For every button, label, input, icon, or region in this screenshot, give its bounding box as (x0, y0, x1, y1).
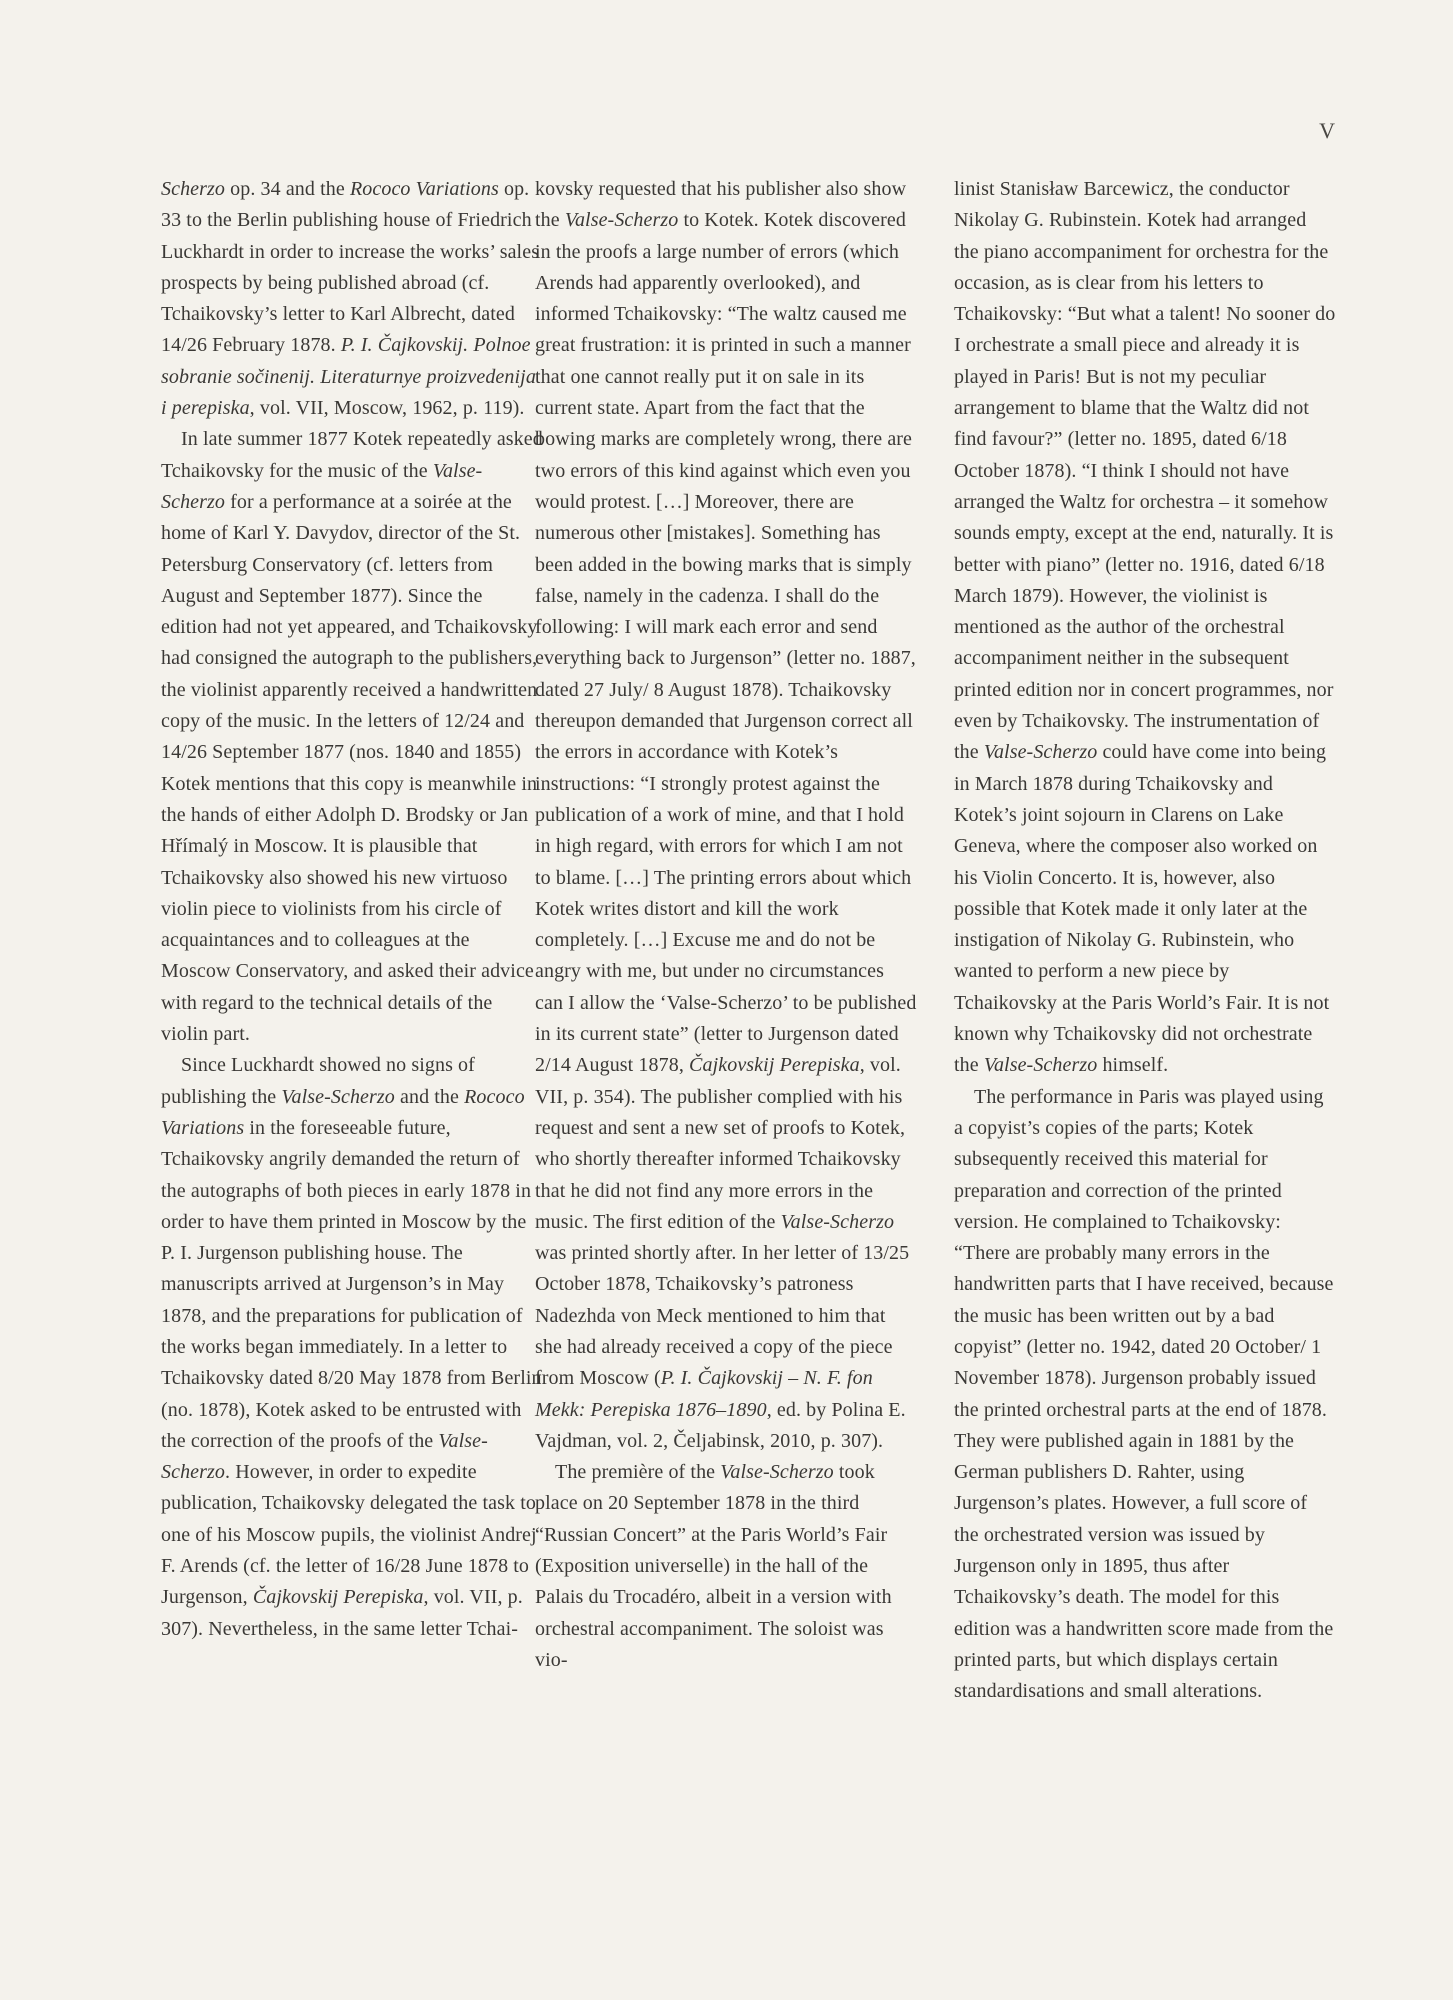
text-column-1 (161, 174, 543, 1645)
text-span: The première of the (555, 1461, 721, 1484)
italic-span: P. I. Čajkovskij – N. F. fon Mekk: Perepiska 1876–1890 (535, 1367, 873, 1421)
paragraph (954, 174, 1336, 1082)
text-span: in the foreseeable future, Tchaikovsky angrily demanded the return of the autographs of both pieces in early 1878 in order to have them printed in Moscow by the P. I. Jurgenson publishing house. The manuscripts arrived at Jurgenson’s in May 1878, and the preparations for publication of the works began immediately. In a letter to Tchaikovsky dated 8/20 May 1878 from Berlin (no. 1878), Kotek asked to be entrusted with the correction of the proofs of the (161, 1116, 542, 1452)
text-span: could have come into being in March 1878 during Tchaikovsky and Kotek’s joint sojourn in Clarens on Lake Geneva, where the composer also worked on his Violin Concerto. It is, however, also possible that Kotek made it only later at the instigation of Nikolay G. Rubinstein, who wanted to perform a new piece by Tchaikovsky at the Paris World’s Fair. It is not known why Tchaikovsky did not orchestrate the (954, 741, 1330, 1077)
text-span: took place on 20 September 1878 in the third “Russian Concert” at the Paris World’s Fair (Exposition universelle) in the hall of the Palais du Trocadéro, albeit in a version with orchestral accompaniment. The soloist was vio- (535, 1461, 892, 1671)
paragraph (535, 1457, 917, 1676)
italic-span: Valse-Scherzo (161, 1429, 488, 1484)
italic-span: Valse-Scherzo (983, 1054, 1098, 1077)
text-span: , vol. VII, p. 354). The publisher complied with his request and sent a new set of proofs to Kotek, who shortly thereafter informed Tchaikovsky that he did not find any more errors in the music. The first edition of the (535, 1054, 906, 1233)
text-span: kovsky requested that his publisher also show the (535, 178, 907, 232)
italic-span: Scherzo (161, 178, 226, 200)
italic-span: Čajkovskij Perepiska (689, 1054, 860, 1077)
paragraph (161, 1050, 543, 1645)
text-span: , vol. VII, Moscow, 1962, p. 119). (249, 397, 525, 420)
italic-span: Valse-Scherzo (161, 459, 483, 513)
italic-span: Čajkovskij Perepiska (252, 1586, 424, 1609)
italic-span: Valse-Scherzo (720, 1461, 834, 1484)
italic-span: Rococo Variations (161, 1085, 525, 1139)
text-span: , vol. VII, p. 307). Nevertheless, in the same letter Tchai- (161, 1586, 523, 1640)
italic-span: Valse-Scherzo (281, 1085, 395, 1108)
text-span: and the (394, 1085, 465, 1108)
text-span: The performance in Paris was played using a copyist’s copies of the parts; Kotek subsequently received this material for preparation and correction of the printed version. He complained to Tchaikovsky: “There are probably many errors in the handwritten parts that I have received, because the music has been written out by a bad copyist” (letter no. 1942, dated 20 October/ 1 November 1878). Jurgenson probably issued the printed orchestral parts at the end of 1878. They were published again in 1881 by the German publishers D. Rahter, using Jurgenson’s plates. However, a full score of the orchestrated version was issued by Jurgenson only in 1895, thus after Tchaikovsky’s death. The model for this edition was a handwritten score made from the printed parts, but which displays certain standardisations and small alterations. (954, 1085, 1334, 1703)
paragraph (161, 174, 543, 424)
italic-span: Valse-Scherzo (780, 1210, 895, 1233)
text-span: . However, in order to expedite publication, Tchaikovsky delegated the task to one of his Moscow pupils, the violinist Andrej F. Arends (cf. the letter of 16/28 June 1878 to Jurgenson, (161, 1461, 537, 1609)
text-span: , ed. by Polina E. Vajdman, vol. 2, Čeljabinsk, 2010, p. 307). (535, 1398, 906, 1452)
page-number: V (1319, 118, 1335, 143)
text-column-3 (954, 174, 1336, 1708)
italic-span: Rococo Variations (349, 178, 499, 200)
paragraph (954, 1082, 1336, 1708)
italic-span: Valse-Scherzo (983, 741, 1098, 764)
text-span: to Kotek. Kotek discovered in the proofs a large number of errors (which Arends had apparently overlooked), and informed Tchaikovsky: “The waltz caused me great frustration: it is printed in such a manner that one cannot really put it on sale in its current state. Apart from the fact that the bowing marks are completely wrong, there are two errors of this kind against which even you would protest. […] Moreover, there are numerous other [mistakes]. Something has been added in the bowing marks that is simply false, namely in the cadenza. I shall do the following: I will mark each error and send everything back to Jurgenson” (letter no. 1887, dated 27 July/ 8 August 1878). Tchaikovsky thereupon demanded that Jurgenson correct all the errors in accordance with Kotek’s instructions: “I strongly protest against the publication of a work of mine, and that I hold in high regard, with errors for which I am not to blame. […] The printing errors about which Kotek writes distort and kill the work completely. […] Excuse me and do not be angry with me, but under no circumstances can I allow the ‘Valse-Scherzo’ to be published in its current state” (letter to Jurgenson dated 2/14 August 1878, (535, 209, 917, 1077)
text-span: In late summer 1877 Kotek repeatedly asked Tchaikovsky for the music of the (161, 428, 543, 482)
text-span: for a performance at a soirée at the home of Karl Y. Davydov, director of the St. Petersburg Conservatory (cf. letters from August and September 1877). Since the edition had not yet appeared, and Tchaikovsky had consigned the autograph to the publishers, the violinist apparently received a handwritten copy of the music. In the letters of 12/24 and 14/26 September 1877 (nos. 1840 and 1855) Kotek mentions that this copy is meanwhile in the hands of either Adolph D. Brodsky or Jan Hřímalý in Moscow. It is plausible that Tchaikovsky also showed his new virtuoso violin piece to violinists from his circle of acquaintances and to colleagues at the Moscow Conservatory, and asked their advice with regard to the technical details of the violin part. (161, 490, 538, 1046)
paragraph (161, 424, 543, 1050)
text-span: op. 33 to the Berlin publishing house of Friedrich Luckhardt in order to increase the works’ sales prospects by being published abroad (cf. Tchaikovsky’s letter to Karl Albrecht, dated 14/26 February 1878. (161, 178, 540, 357)
paragraph (535, 174, 917, 1457)
text-column-2 (535, 174, 917, 1676)
italic-span: Valse-Scherzo (564, 209, 679, 232)
text-span: was printed shortly after. In her letter of 13/25 October 1878, Tchaikovsky’s patroness Nadezhda von Meck mentioned to him that she had already received a copy of the piece from Moscow ( (535, 1242, 910, 1390)
italic-span: P. I. Čajkovskij. Polnoe sobranie sočinenij. Literaturnye proizvedenija i perepiska (161, 334, 536, 420)
text-span: op. 34 and the (225, 178, 350, 200)
text-span: himself. (1097, 1054, 1169, 1077)
text-span: Since Luckhardt showed no signs of publishing the (161, 1054, 475, 1108)
text-span: linist Stanisław Barcewicz, the conductor Nikolay G. Rubinstein. Kotek had arranged the piano accompaniment for orchestra for the occasion, as is clear from his letters to Tchaikovsky: “But what a talent! No sooner do I orchestrate a small piece and already it is played in Paris! But is not my peculiar arrangement to blame that the Waltz did not find favour?” (letter no. 1895, dated 6/18 October 1878). “I think I should not have arranged the Waltz for orchestra – it somehow sounds empty, except at the end, naturally. It is better with piano” (letter no. 1916, dated 6/18 March 1879). However, the violinist is mentioned as the author of the orchestral accompaniment neither in the subsequent printed edition nor in concert programmes, nor even by Tchaikovsky. The instrumentation of the (954, 178, 1336, 764)
